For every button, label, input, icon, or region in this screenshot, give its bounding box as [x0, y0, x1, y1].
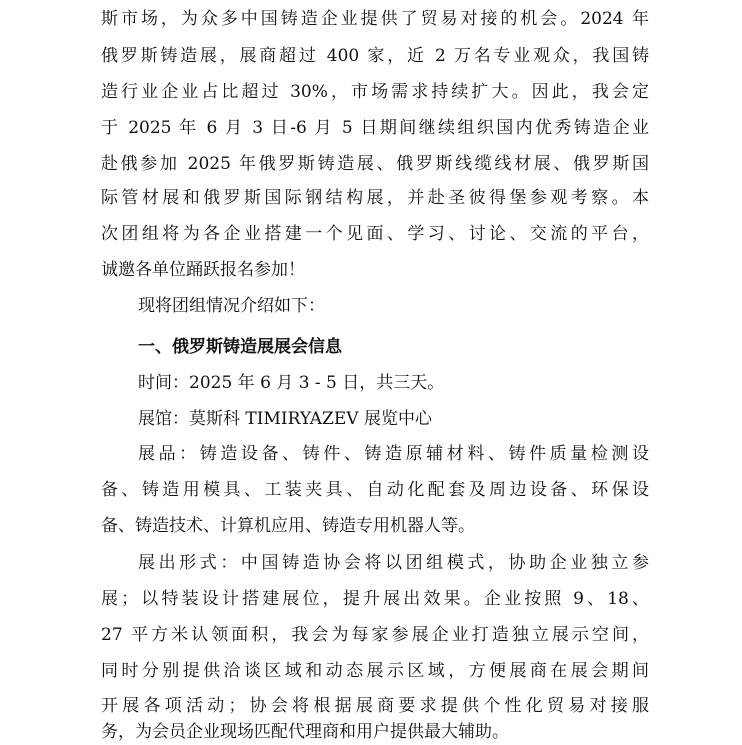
paragraph-1-line-7: 次团组将为各企业搭建一个见面、学习、讨论、交流的平台， [101, 224, 649, 244]
paragraph-1-line-1: 斯市场，为众多中国铸造企业提供了贸易对接的机会。2024 年 [101, 9, 649, 29]
format-line-1: 展出形式：中国铸造协会将以团组模式，协助企业独立参 [138, 553, 649, 573]
paragraph-1-line-2: 俄罗斯铸造展，展商超过 400 家，近 2 万名专业观众，我国铸 [101, 46, 649, 66]
section-heading: 一、俄罗斯铸造展展会信息 [138, 337, 342, 357]
intro-line: 现将团组情况介绍如下： [138, 296, 325, 316]
time-line: 时间：2025 年 6 月 3 - 5 日，共三天。 [138, 373, 445, 393]
exhibits-line-1: 展品：铸造设备、铸件、铸造原辅材料、铸件质量检测设 [138, 444, 649, 464]
format-line-2: 展；以特装设计搭建展位，提升展出效果。企业按照 9、18、 [101, 589, 649, 609]
format-line-6: 务，为会员企业现场匹配代理商和用户提供最大辅助。 [101, 722, 509, 742]
paragraph-1-line-8: 诚邀各单位踊跃报名参加！ [101, 260, 305, 280]
paragraph-1-line-6: 际管材展和俄罗斯国际钢结构展，并赴圣彼得堡参观考察。本 [101, 188, 649, 208]
venue-line: 展馆：莫斯科 TIMIRYAZEV 展览中心 [138, 409, 432, 429]
format-line-5: 开展各项活动；协会将根据展商要求提供个性化贸易对接服 [101, 696, 649, 716]
exhibits-line-2: 备、铸造用模具、工装夹具、自动化配套及周边设备、环保设 [101, 480, 649, 500]
paragraph-1-line-4: 于 2025 年 6 月 3 日-6 月 5 日期间继续组织国内优秀铸造企业 [101, 118, 649, 138]
format-line-3: 27 平方米认领面积，我会为每家参展企业打造独立展示空间， [101, 625, 649, 645]
paragraph-1-line-5: 赴俄参加 2025 年俄罗斯铸造展、俄罗斯线缆线材展、俄罗斯国 [101, 154, 649, 174]
exhibits-line-3: 备、铸造技术、计算机应用、铸造专用机器人等。 [101, 516, 475, 536]
paragraph-1-line-3: 造行业企业占比超过 30%，市场需求持续扩大。因此，我会定 [101, 82, 649, 102]
format-line-4: 同时分别提供洽谈区域和动态展示区域，方便展商在展会期间 [101, 661, 649, 681]
